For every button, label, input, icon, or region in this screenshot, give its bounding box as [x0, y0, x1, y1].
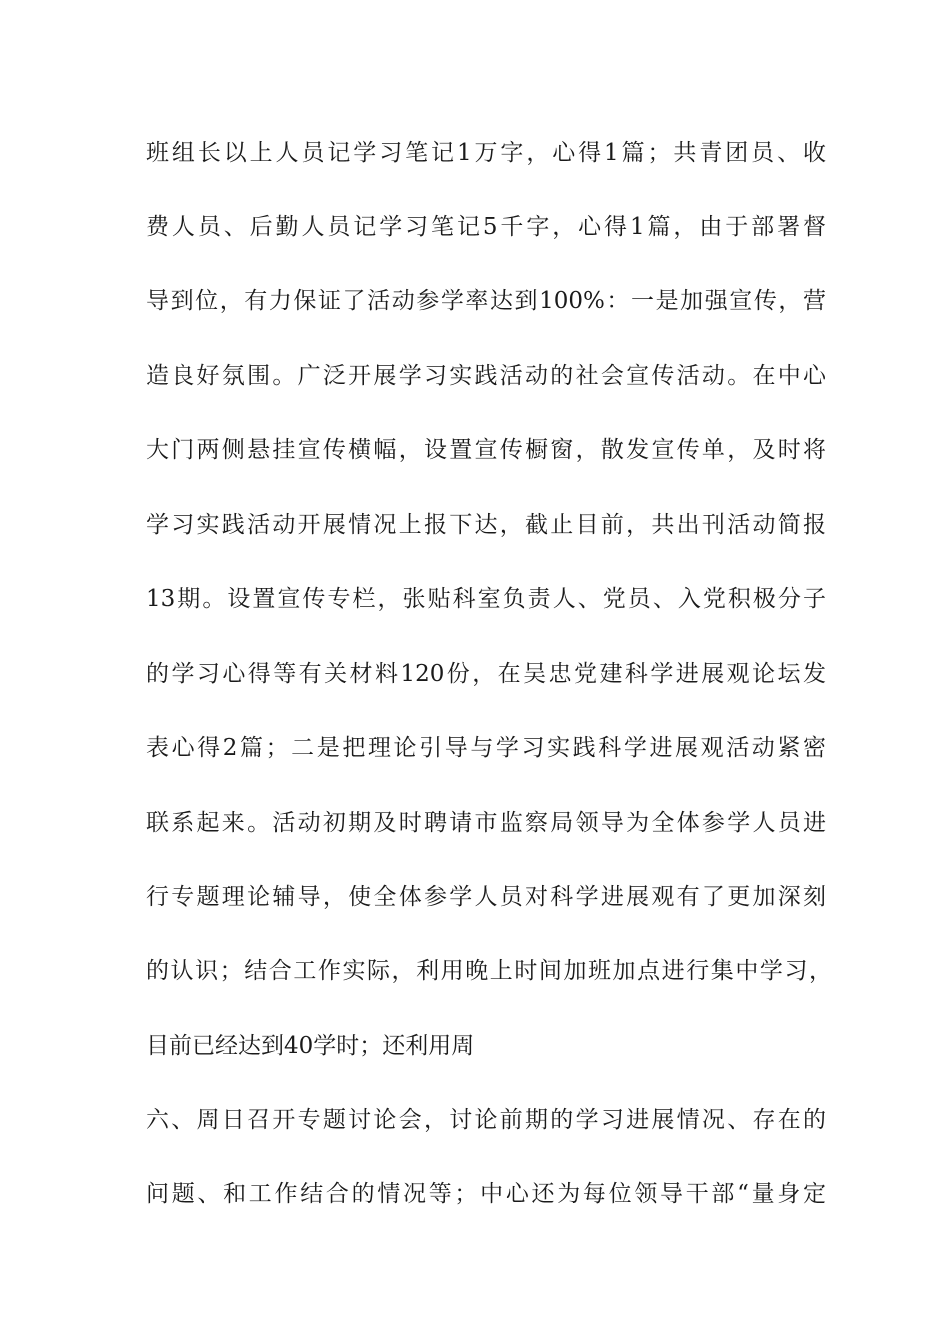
text-line: 班组长以上人员记学习笔记1万字，心得1篇；共青团员、收: [146, 140, 826, 166]
text-line: 大门两侧悬挂宣传横幅，设置宣传橱窗，散发宣传单，及时将: [146, 437, 826, 463]
text-line: 表心得2篇；二是把理论引导与学习实践科学进展观活动紧密: [146, 735, 826, 761]
text-line: 费人员、后勤人员记学习笔记5千字，心得1篇，由于部署督: [146, 214, 826, 240]
text-line: 目前已经达到40学时；还利用周: [146, 1033, 475, 1059]
text-line: 联系起来。活动初期及时聘请市监察局领导为全体参学人员进: [146, 810, 826, 836]
text-line: 导到位，有力保证了活动参学率达到100%：一是加强宣传，营: [146, 288, 826, 314]
text-line: 的学习心得等有关材料120份，在吴忠党建科学进展观论坛发: [146, 661, 826, 687]
text-line: 13期。设置宣传专栏，张贴科室负责人、党员、入党积极分子: [146, 586, 826, 612]
text-line: 造良好氛围。广泛开展学习实践活动的社会宣传活动。在中心: [146, 363, 826, 389]
text-line: 六、周日召开专题讨论会，讨论前期的学习进展情况、存在的: [146, 1107, 826, 1133]
text-line: 行专题理论辅导，使全体参学人员对科学进展观有了更加深刻: [146, 884, 826, 910]
text-line: 的认识；结合工作实际，利用晚上时间加班加点进行集中学习，: [146, 958, 832, 984]
text-line: 问题、和工作结合的情况等；中心还为每位领导干部“量身定: [146, 1181, 826, 1207]
text-line: 学习实践活动开展情况上报下达，截止目前，共出刊活动简报: [146, 512, 826, 538]
